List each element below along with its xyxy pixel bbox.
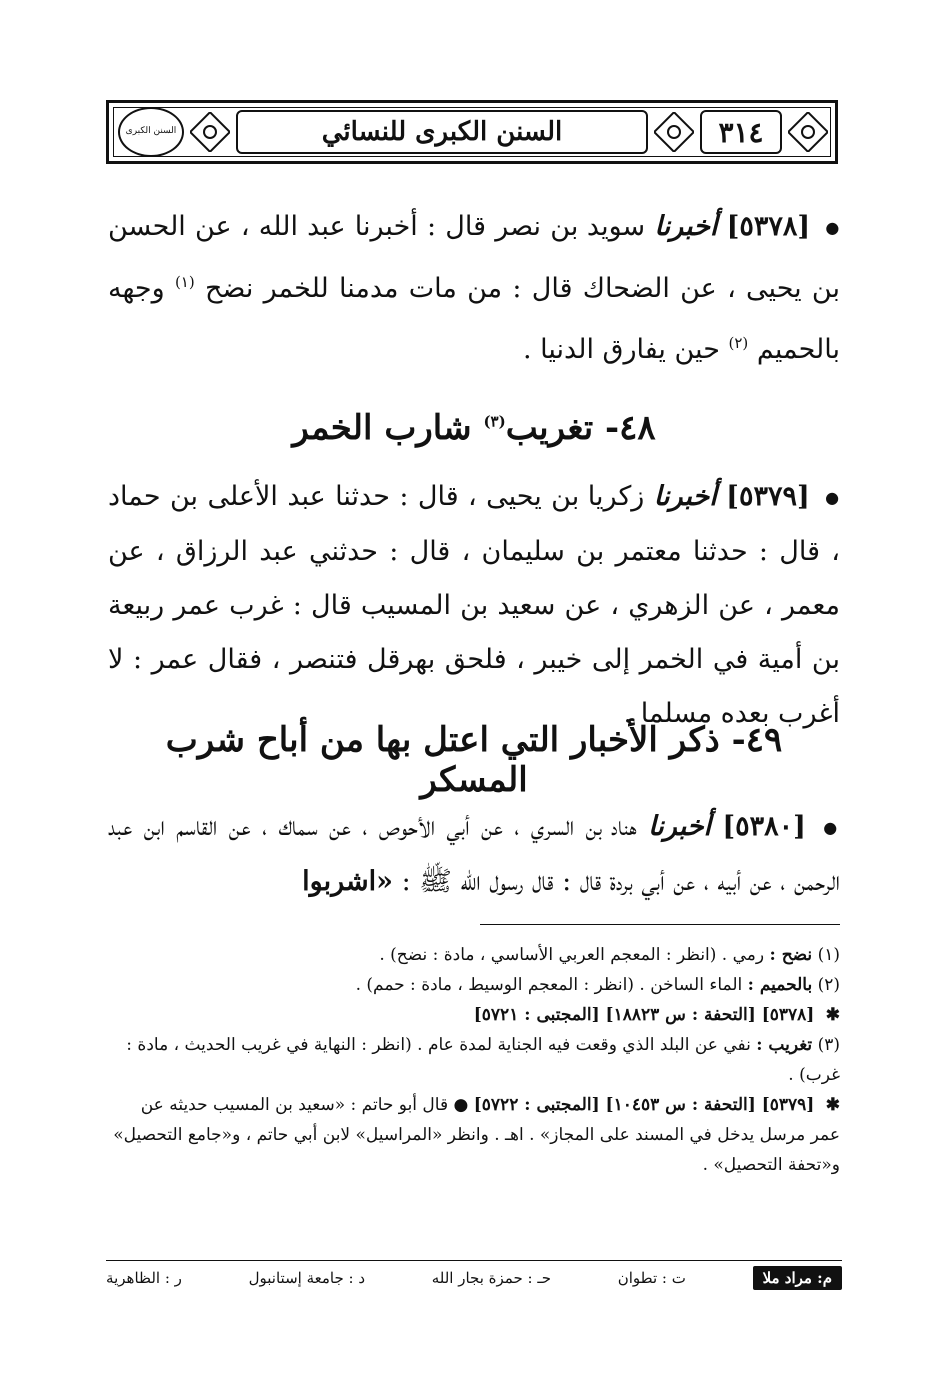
hadith-text-bold: «اشربوا [302, 865, 394, 897]
siglum-d: د : جامعة إستانبول [248, 1269, 365, 1287]
book-title: السنن الكبرى للنسائي [236, 110, 648, 154]
akhbarana-word: أخبرنا [648, 811, 712, 842]
hadith-5380 [108, 800, 840, 909]
footnote-divider [480, 924, 840, 925]
hadith-5378 [108, 200, 840, 377]
siglum-t: ت : تطوان [617, 1269, 686, 1287]
chapter-heading-48: ٤٨- تغريب$^{(٣)}$ شارب الخمر [292, 408, 656, 448]
hadith-text: وجهه بالحميم [108, 272, 840, 365]
page-header [106, 100, 838, 164]
hadith-text: حين يفارق الدنيا . [523, 333, 720, 365]
hadith-text: زكريا بن يحيى ، قال : حدثنا عبد الأعلى بن حماد ، قال : حدثنا معتمر بن سليمان ، قال : حدثني عبد الرزاق ، عن معمر ، عن الزهري ، عن سعيد بن المسيب قال : غرب عمر ربيعة بن أمية في الخمر إلى خيبر ، فلحق بهرقل فتنصر ، فقال عمر : لا أغرب بعده مسلما . [108, 481, 840, 729]
footnote-3: (٣) تغريب : نفي عن البلد الذي وقعت فيه الجناية لمدة عام . (انظر : النهاية في غريب الحديث ، مادة : غرب) . [126, 1035, 840, 1085]
asterisk-icon: ✱ [825, 1005, 840, 1025]
book-seal [118, 107, 184, 157]
footnote-ref: (١) [174, 272, 195, 291]
reference-note-5378: ✱ [٥٣٧٨] [التحفة : س ١٨٨٢٣] [المجتبى : ٥٧٢١] [473, 1005, 840, 1025]
hadith-number: [٥٣٨٠] [722, 811, 806, 842]
akhbarana-word: أخبرنا [654, 211, 718, 242]
hadith-5379 [108, 470, 840, 741]
footnote-ref: (٣) [483, 412, 506, 431]
footnote-2: (٢) بالحميم : الماء الساخن . (انظر : المعجم الوسيط ، مادة : حمم) . [355, 975, 840, 995]
manuscript-sigla-footer [106, 1264, 842, 1292]
ornament-icon [652, 108, 696, 156]
siglum-m: م: مراد ملا [753, 1266, 842, 1290]
hadith-text: هناد بن السري ، عن أبي الأحوص ، عن سماك ، عن القاسم ابن عبد الرحمن ، عن أبيه ، عن أبي بردة قال : قال رسول الله ﷺ : [108, 811, 840, 897]
hadith-number: [٥٣٧٨] [726, 211, 811, 242]
footnote-ref: (٢) [728, 333, 749, 352]
footnotes [108, 940, 840, 1180]
page-number: ٣١٤ [700, 110, 782, 154]
bullet-icon: ● [823, 817, 840, 837]
siglum-h: حـ : حمزة بجار الله [431, 1269, 552, 1287]
bullet-icon: ● [825, 217, 840, 237]
asterisk-icon: ✱ [825, 1095, 840, 1115]
hadith-text: سويد بن نصر قال : أخبرنا عبد الله ، عن الحسن بن يحيى ، عن الضحاك قال : من مات مدمنا للخمر نضح [108, 211, 840, 304]
bullet-icon: ● [825, 487, 840, 507]
chapter-heading-49: ٤٩- ذكر الأخبار التي اعتل بها من أباح شرب المسكر [165, 720, 783, 800]
footnote-1: (١) نضح : رمي . (انظر : المعجم العربي الأساسي ، مادة : نضح) . [379, 945, 840, 965]
reference-note-5379: ✱ [٥٣٧٩] [التحفة : س ١٠٤٥٣] [المجتبى : ٥٧٢٢] ● قال أبو حاتم : «سعيد بن المسيب حديثه عن عمر مرسل يدخل في المسند على المجاز» . اهـ . وانظر «المراسيل» لابن أبي حاتم ، و«جامع التحصيل» و«تحفة التحصيل» . [113, 1095, 840, 1175]
ornament-icon [786, 108, 830, 156]
hadith-number: [٥٣٧٩] [726, 481, 810, 512]
footer-divider [106, 1260, 842, 1261]
seal-text: السنن الكبرى [125, 126, 177, 137]
siglum-r: ر : الظاهرية [106, 1269, 182, 1287]
akhbarana-word: أخبرنا [653, 481, 717, 512]
ornament-icon [188, 108, 232, 156]
bullet-icon: ● [453, 1095, 469, 1115]
